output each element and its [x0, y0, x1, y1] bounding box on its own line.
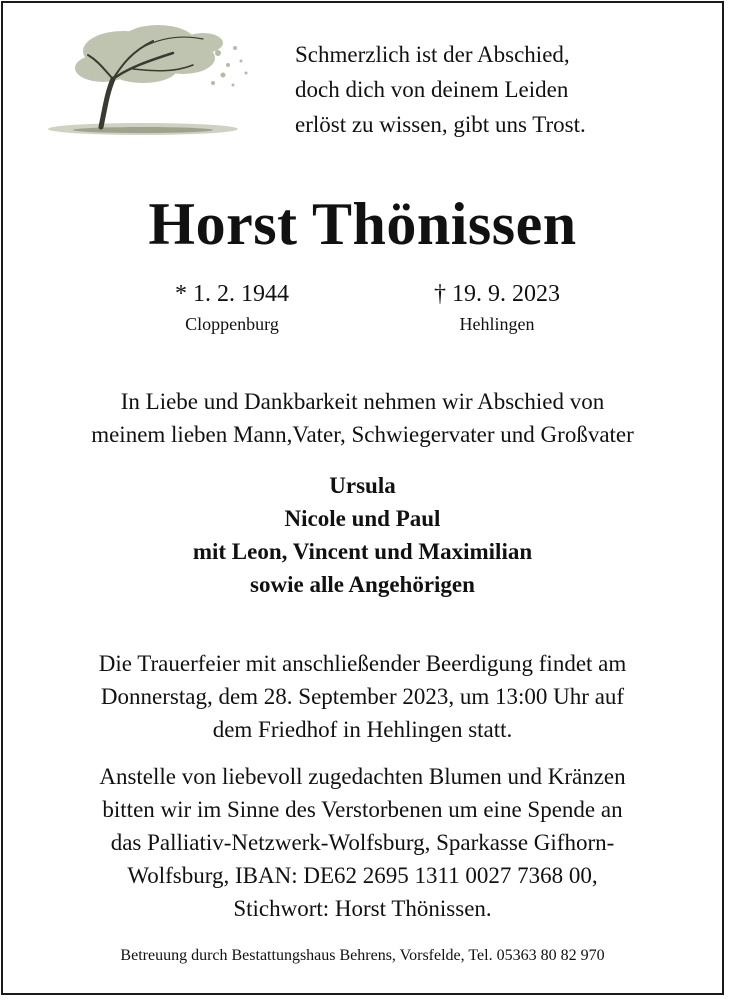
donation-line: Anstelle von liebevoll zugedachten Blumen und Kränzen [99, 764, 626, 789]
deceased-name: Horst Thönissen [148, 191, 577, 257]
donation-line: bitten wir im Sinne des Verstorbenen um eine Spende an [102, 797, 623, 822]
family-names [3, 469, 722, 601]
intro-text [3, 385, 722, 451]
intro-line: meinem lieben Mann,Vater, Schwiegervater und Großvater [91, 422, 634, 447]
quote-line: doch dich von deinem Leiden [295, 77, 569, 102]
funeral-home-footer: Betreuung durch Bestattungshaus Behrens, Vorsfelde, Tel. 05363 80 82 970 [120, 947, 605, 964]
death-place: Hehlingen [459, 314, 535, 334]
donation-info [3, 760, 722, 925]
quote-line: Schmerzlich ist der Abschied, [295, 42, 570, 67]
ceremony-line: Donnerstag, dem 28. September 2023, um 13:00 Uhr auf [100, 684, 625, 709]
donation-line: das Palliativ-Netzwerk-Wolfsburg, Sparkasse Gifhorn- [110, 830, 615, 855]
birth-place: Cloppenburg [185, 314, 279, 334]
condolence-quote [295, 37, 695, 142]
donation-line: Stichwort: Horst Thönissen. [233, 896, 492, 921]
ceremony-line: dem Friedhof in Hehlingen statt. [212, 717, 513, 742]
quote-line: erlöst zu wissen, gibt uns Trost. [295, 112, 586, 137]
family-line: sowie alle Angehörigen [250, 572, 475, 597]
obituary-notice [1, 1, 724, 995]
birth-info [122, 279, 342, 336]
wind-swept-tree-icon [43, 13, 258, 141]
family-line: mit Leon, Vincent und Maximilian [192, 539, 533, 564]
donation-line: Wolfsburg, IBAN: DE62 2695 1311 0027 7368 00, [127, 863, 598, 888]
family-line: Ursula [329, 473, 396, 498]
ceremony-line: Die Trauerfeier mit anschließender Beerdigung findet am [98, 651, 627, 676]
death-date: † 19. 9. 2023 [434, 281, 560, 307]
ceremony-info [3, 647, 722, 746]
death-info [387, 279, 607, 336]
intro-line: In Liebe und Dankbarkeit nehmen wir Abschied von [120, 389, 605, 414]
family-line: Nicole und Paul [284, 506, 441, 531]
birth-date: * 1. 2. 1944 [175, 281, 289, 307]
